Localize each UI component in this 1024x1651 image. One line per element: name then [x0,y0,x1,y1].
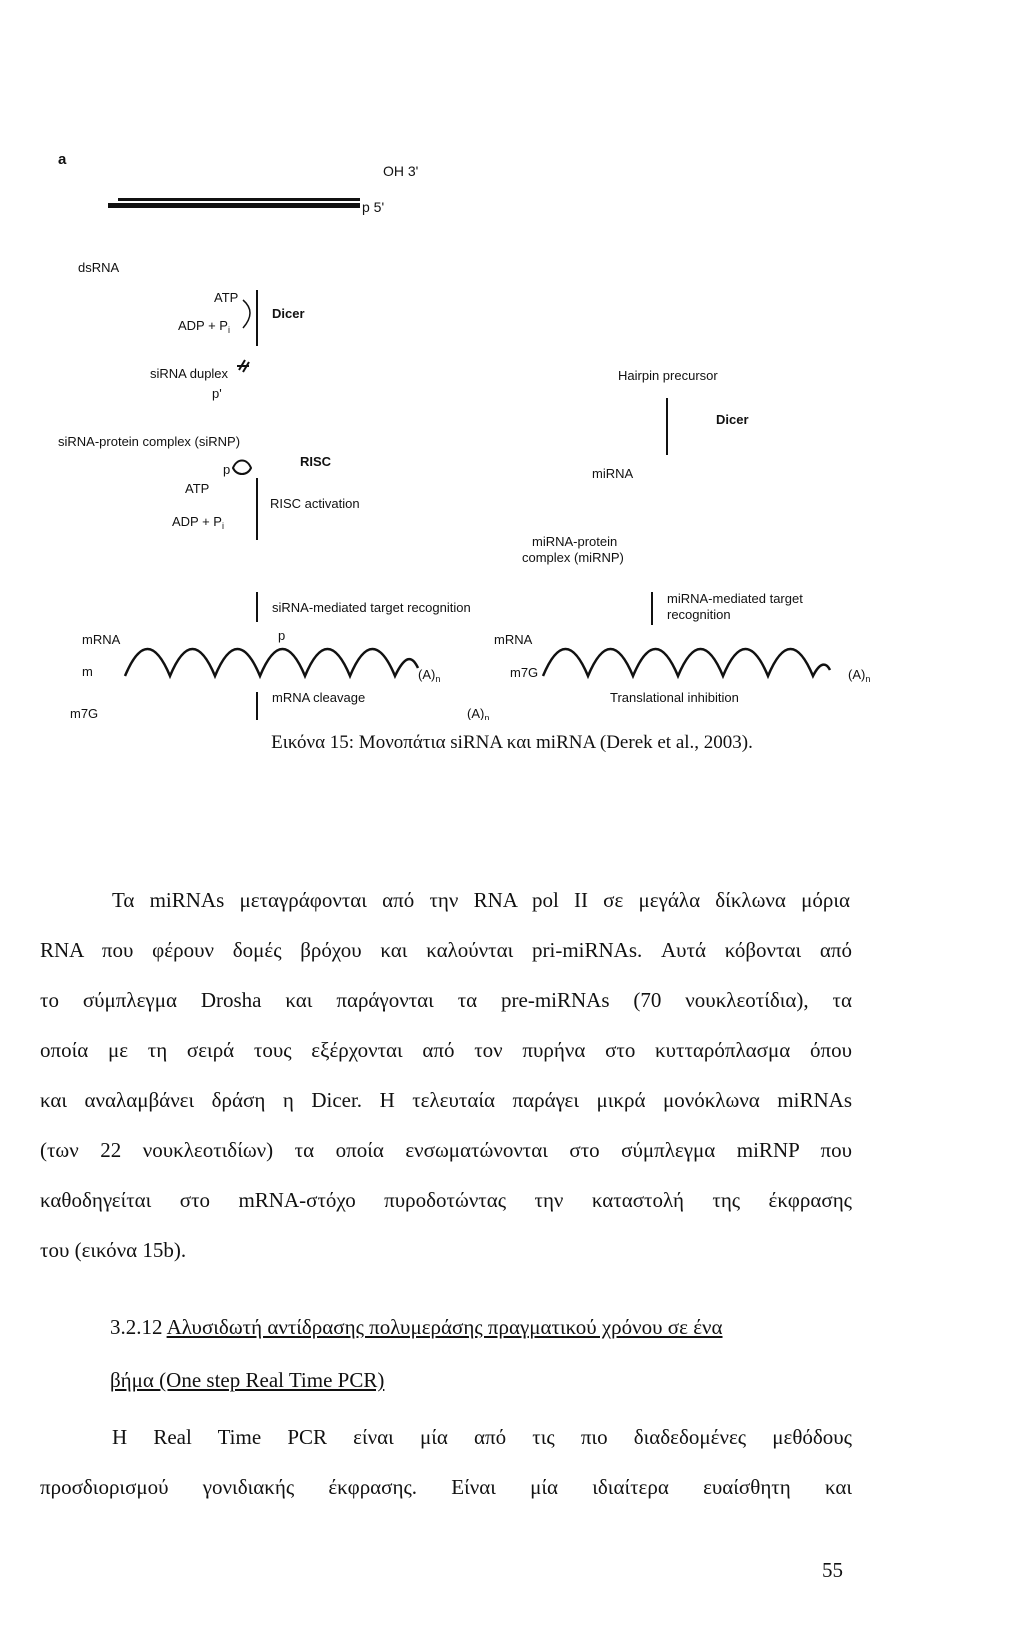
mrna-label-left: mRNA [82,632,121,647]
atp-label-2: ATP [185,481,210,496]
p5-label: p 5' [362,199,385,215]
paragraph-line: και αναλαμβάνει δράση η Dicer. Η τελευταία παράγει μικρά μονόκλωνα miRNAs [40,1088,852,1112]
paragraph-line: οποία με τη σειρά τους εξέρχονται από τον πυρήνα στο κυτταρόπλασμα όπου [40,1038,852,1062]
atp-label-1: ATP [214,290,239,305]
page-number: 55 [822,1558,843,1582]
mirnp-label-2: complex (miRNP) [522,550,624,565]
translational-label: Translational inhibition [610,690,739,705]
paragraph-line: το σύμπλεγμα Drosha και παράγονται τα pre-miRNAs (70 νουκλεοτίδια), τα [40,988,852,1012]
mirnp-label-1: miRNA-protein [532,534,618,549]
sirna-mirna-pathway-figure [0,0,1024,720]
mrna-wave-left [125,649,418,676]
sirna-duplex-icon [237,360,249,372]
section-heading-cont [110,1368,384,1393]
paragraph-line: καθοδηγείται στο mRNA-στόχο πυροδοτώντας την καταστολή της έκφρασης [40,1188,852,1212]
paragraph-realtime [112,1412,852,1462]
paragraph-mirna-cont [40,925,852,1275]
p-prime-label: p' [212,386,222,401]
risc-label: RISC [300,454,332,469]
an-label-2: $(A)_n$ [848,667,871,684]
paragraph-line: (των 22 νουκλεοτιδίων) τα οποία ενσωματώνονται στο σύμπλεγμα miRNP που [40,1138,852,1162]
mirna-label: miRNA [592,466,634,481]
risc-activation-label: RISC activation [270,496,360,511]
panel-label: a [58,151,67,168]
dsrna-strand-top [118,198,360,201]
figure-caption: Εικόνα 15: Μονοπάτια siRNA και miRNA (Derek et al., 2003). [271,732,753,753]
section-heading [110,1315,723,1340]
p-small-label: p [223,462,231,477]
paragraph-realtime-cont [40,1462,852,1512]
m7g-label-bottom: m7G [70,706,99,720]
dsrna-label: dsRNA [78,260,120,275]
p-mid-label: p [278,628,286,643]
adp-label-2: ADP + $P_i$ [172,514,224,531]
mrna-cleavage-label: mRNA cleavage [272,690,366,705]
section-number: 3.2.12 [110,1315,163,1339]
adp-label-1: ADP + $P_i$ [178,318,230,335]
paragraph-line: Τα miRNAs μεταγράφονται από την RNA pol II σε μεγάλα δίκλωνα μόρια [112,888,850,912]
paragraph-mirna [112,875,850,925]
sirna-recog-label: siRNA-mediated target recognition [272,600,471,615]
oh3-label: OH 3' [383,163,419,179]
m7g-label-right: m7G [510,665,539,680]
mrna-wave-right [543,649,830,676]
paragraph-line: προσδιορισμού γονιδιακής έκφρασης. Είναι μία ιδιαίτερα ευαίσθητη και [40,1475,852,1499]
sirnp-label: siRNA-protein complex (siRNP) [58,434,241,449]
an-label-1: $(A)_n$ [418,667,441,684]
m-label-left: m [82,664,93,679]
mirna-recog-label-1: miRNA-mediated target [667,591,803,606]
sirnp-complex-icon [233,461,251,475]
paragraph-line: του (εικόνα 15b). [40,1238,187,1262]
hairpin-label: Hairpin precursor [618,368,718,383]
sirna-duplex-label: siRNA duplex [150,366,229,381]
atp-curve-arrow-1 [243,300,250,328]
dicer-label-2: Dicer [716,412,749,427]
section-title-line2: βήμα (One step Real Time PCR) [110,1368,385,1392]
section-title-line1: Αλυσιδωτή αντίδρασης πολυμεράσης πραγματικού χρόνου σε ένα [166,1315,723,1339]
paragraph-line: RNA που φέρουν δομές βρόχου και καλούνται pri-miRNAs. Αυτά κόβονται από [40,938,852,962]
dicer-label-1: Dicer [272,306,305,321]
mirna-recog-label-2: recognition [667,607,731,622]
mrna-label-right: mRNA [494,632,533,647]
an-label-3: $(A)_n$ [467,706,490,720]
dsrna-strand-bottom [108,203,360,208]
paragraph-line: Η Real Time PCR είναι μία από τις πιο διαδεδομένες μεθόδους [112,1425,852,1449]
